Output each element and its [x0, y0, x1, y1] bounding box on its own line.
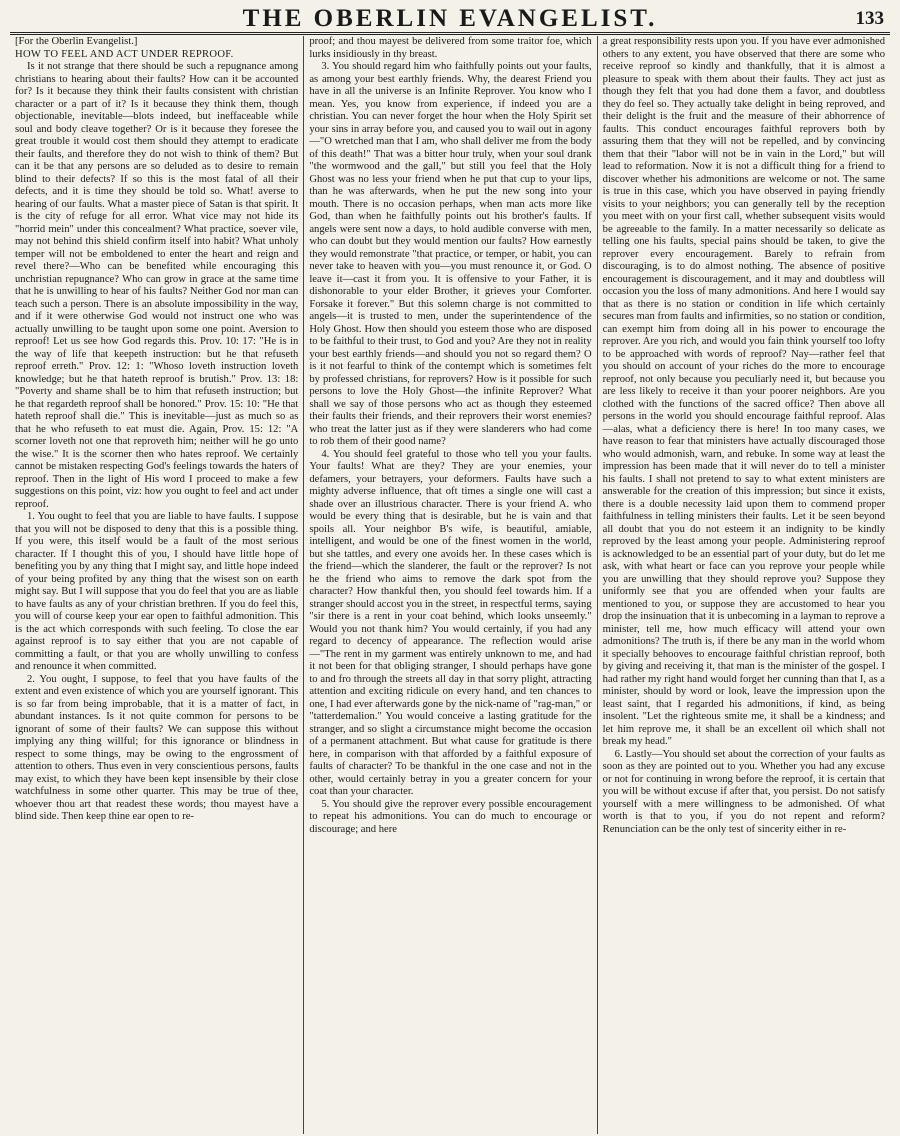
paragraph: a great responsibility rests upon you. If you have ever admonished others to any extent, you have observed that there are some who receive reproof so kindly and thankfully, that it is almost a pleasure to speak with them about their faults. They act just as though they felt that you had done them a favor, and doubtless they do feel so. They actually take delight in being reproved, and their delight is the fruit and the measure of their abhorrence of faults. This conduct encourages faithful reprovers both by assuring them that they will not be repelled, and by convincing them that their "labor will not be in vain in the Lord," but will lead to reformation. Now it is not a difficult thing for a friend to discover whether his admonitions are welcome or not. The same is true in this case, which you have observed in paying friendly visits to your neighbors; you can generally tell by the reception you meet with on your first call, whether subsequent visits would be agreeable to the family. In a matter necessarily so delicate as telling one his faults, special pains should be taken, to give the reprover every encouragement. Barely to refrain from discouraging, is to do almost nothing. The absence of positive encouragement is discouragement, and it may and doubtless will occasion you the loss of many admonitions. And here I would say that as there is no station or condition in life which certainly secures man from faults and infirmities, so no station or condition, can exempt him from doing all in his power to encourage the reprover. Are you rich, and would you fain think yourself too lofty to be approached with words of reproof? Nay—rather feel that you should on account of your riches do the more to encourage reproof, not only because you peculiarly need it, but because you are less likely to receive it than your poorer neighbors. Are you clothed with the functions of the sacred office? Then above all persons in the world you should encourage faithful reproof. Alas—alas, what a deficiency there is here! In too many cases, we have reason to fear that ministers have actually discouraged those who would admonish, warn, and rebuke. In some way at least the impression has been made that it will never do to tell a minister his faults. I shall not pretend to say to what extent ministers are answerable for the creation of this impression; but since it exists, there is a double necessity laid upon them to commend proper faithfulness in telling ministers their faults. Let it be seen beyond all doubt that you do not esteem it an indignity to be kindly reproved by the least among your people. Administering reproof is acknowledged to be an essential part of your duty, but do let me ask, with what heart or face can you reprove your people while you are unwilling that they should reprove you? Suppose they uniformly see that you are offended when your faults are mentioned to you, or suppose they are accustomed to hear you drop the insinuation that it is unbecoming in a layman to reprove a minister, tell me, how much efficacy will attend your own admonitions? The truth is, if there be any man in the world whom it specially behooves to encourage faithful christian reproof, both by giving and receiving it, that man is the minister of the gospel. I had rather my right hand would forget her cunning than that I, as a minister, should by word or look, leave the impression upon the least saint, that I regarded his admonitions, if kind, as being insolent. "Let the righteous smite me, it shall be a kindness; and let him reprove me, it shall be an excellent oil which shall not break my head.": [602, 36, 885, 747]
column-1: [10, 36, 303, 1134]
paragraph: 1. You ought to feel that you are liable to have faults. I suppose that you will not be disposed to deny that this is a possible thing. If you were, this itself would be a fault of the most serious character. If I thought this of you, I should have little hope of benefiting you by any thing that I might say, and little hope indeed of your being profited by any thing that the wisest son on earth might say. But I will suppose that you do feel that you are as liable to have faults as any of your christian brethren. If you do feel this, you will of course keep your ear open to faithful admonition. This is the act which corresponds with such feeling. To close the ear against reproof is to say either that you are not capable of committing a fault, or that you are wholly unwilling to confess and renounce it when committed.: [15, 511, 299, 672]
masthead-title: THE OBERLIN EVANGELIST.: [242, 5, 658, 32]
paragraph: Is it not strange that there should be such a repugnance among christians to hearing about their faults? How can it be accounted for? Is it because they think their faults consistent with christian character or a part of it? Is it because they think them, though objectionable, inevitable—blots indeed, but ineffaceable while soul and body cleave together? Or is it because they foresee the great trouble it would cost them should they attempt to eradicate their faults, and therefore they do not wish to think of them? But can it be that any persons are so deluded as to desire to remain blind to their defects? If so this is the most fatal of all their defects, and it is time they should be told so. What! averse to hearing of our faults. What a master piece of Satan is that spirit. It is the city of refuge for all error. What vice may not hide its "horrid mein" under this concealment? What practice, soever vile, may not behind this shield confirm itself into habit? What unholy temper will not be emboldened to enter the heart and reign and revel there?—Who can be benefited while encouraging this unchristian repugnance? Who can grow in grace at the same time that he is unwilling to hear of his faults? Neither God nor man can teach such a person. There is an absolute impossibility in the way, and if it were otherwise God would not instruct one who was actually unwilling to be taught upon some one point. Aversion to reproof! Let us see how God regards this. Prov. 10: 17: "He is in the way of life that keepeth instruction: but he that refuseth reproof erreth." Prov. 12: 1: "Whoso loveth instruction loveth knowledge; but he that hateth reproof is brutish." Prov. 13: 18: "Poverty and shame shall be to him that refuseth instruction; but he that regardeth reproof shall be honored." Prov. 15: 10: "He that hateth reproof shall die." This is inevitable—just as much so as that he who refuseth to eat must die. Again, Prov. 15: 12: "A scorner loveth not one that reproveth him; neither will he go unto the wise." It is the scorner then who hates reproof. We certainly cannot be mistaken respecting God's feelings towards the haters of reproof. Then in the light of His word I proceed to make a few suggestions on this point, viz: how you ought to feel and act under reproof.: [15, 61, 299, 510]
masthead: [10, 4, 890, 35]
paragraph: proof; and thou mayest be delivered from some traitor foe, which lurks insidiously in thy breast.: [309, 36, 592, 60]
paragraph: 3. You should regard him who faithfully points out your faults, as among your best earthly friends. Why, the dearest Friend you have in all the universe is an Infinite Reprover. You know who I mean. Yes, you know from experience, if indeed you are a christian. You can never forget the hour when the Holy Spirit set your sins in array before you, and caused you to wail out in agony—"O wretched man that I am, who shall deliver me from the body of this death!" That was a bitter hour truly, when your soul drank "the wormwood and the gall," but still you feel that the Holy Ghost was no less your friend when he put that cup to your lips, than he was afterwards, when he put the new song into your mouth. There is no occasion perhaps, when man acts more like God, than when he faithfully points out his brother's faults. If angels were sent now a days, to hold audible converse with men, who can doubt but they would mention our faults? How earnestly they would remonstrate "that practice, or temper, or habit, you can never take to heaven with you—you must renounce it, or God. O leave it—cast it from you. It is offensive to your Father, it is dishonorable to your elder Brother, it grieves your Comforter. Forsake it forever." But this solemn charge is not committed to angels—it is trusted to men, under the superintendence of the Holy Ghost. How then should you esteem those who are disposed to be faithful to their trust, to God and you? Are they not in reality your best earthly friends—and should you not so regard them? O is it not fearful to think of the contempt which is sometimes felt by professed christians, for reprovers? How is it possible for such persons to love the Holy Ghost—the infinite Reprover? What shall we say of those persons who act as though they esteemed their faults their friends, and their reprovers their worst enemies? who treat the latter just as if they were slanderers who had come to rob them of their good name?: [309, 61, 592, 447]
page-number: 133: [855, 8, 884, 29]
article-columns: [10, 36, 890, 1134]
paragraph: 6. Lastly—You should set about the correction of your faults as soon as they are pointed out to you. Whether you had any excuse or not for continuing in wrong before the reproof, it is certain that you will be without excuse if after that, you persist. Do not satisfy yourself with a mere willingness to be admonished. Of what worth is that to you, if you do not repent and reform? Renunciation can be the only test of sincerity either in re-: [602, 748, 885, 835]
paragraph: 2. You ought, I suppose, to feel that you have faults of the extent and even existence of which you are yourself ignorant. This is so far from being improbable, that it is a matter of fact, in abundant instances. Is it not quite common for persons to be ignorant of some of their faults? We can suppose this without implying any thing willful; for this ignorance or blindness in respect to some things, may be owing to the engrossment of attention to others. Thus even in very conscientious persons, faults may exist, to which they have been kept insensible by their close watchfulness in some other quarter. This may be true of thee, whoever thou art that readest these words; thou mayest have a blind side. Then keep thine ear open to re-: [15, 673, 299, 822]
article-title: HOW TO FEEL AND ACT UNDER REPROOF.: [15, 48, 234, 60]
article-source: [For the Oberlin Evangelist.]: [15, 36, 138, 47]
column-3: [597, 36, 890, 1134]
column-2: [303, 36, 596, 1134]
paragraph: 5. You should give the reprover every possible encouragement to repeat his admonitions. You can do much to encourage or discourage; and here: [309, 798, 592, 835]
paragraph: 4. You should feel grateful to those who tell you your faults. Your faults! What are they? They are your enemies, your defamers, your betrayers, your deformers. Faults have such a mighty adverse influence, that oft times a single one will cast a shade over an illustrious character. There is your friend A. who would be every thing that is desirable, but he is vain and that spoils all. Your neighbor B's wife, is beautiful, amiable, intelligent, and would be one of the finest women in the world, but she tattles, and every one avoids her. In these cases which is the friend—which the slanderer, the fault or the reprover? Is not he the friend who aims to remove the dark spot from the character? How thankful then, you should feel towards him. If a stranger should accost you in the street, in respectful terms, saying "sir there is a rent in your coat behind, which looks unseemly." Would you not thank him? You would certainly, if you had any regard to decency of appearance. The reflection would arise—"The rent in my garment was entirely unknown to me, and had it not been for that obliging stranger, I should perhaps have gone to and fro through the streets all day in that sorry plight, attracting attention and exciting ridicule on every hand, and ten chances to one, I had ever afterwards gone by the nick-name of "rag-man," or "tatterdemalion." You would conceive a lasting gratitude for the stranger, and so slight a circumstance might become the occasion of a permanent attachment. But what cause for gratitude is there here, in comparison with that afforded by a faithful exposure of faults of character? To be thankful in the one case and not in the other, would certainly betray in you a greater concern for your coat than your character.: [309, 448, 592, 797]
